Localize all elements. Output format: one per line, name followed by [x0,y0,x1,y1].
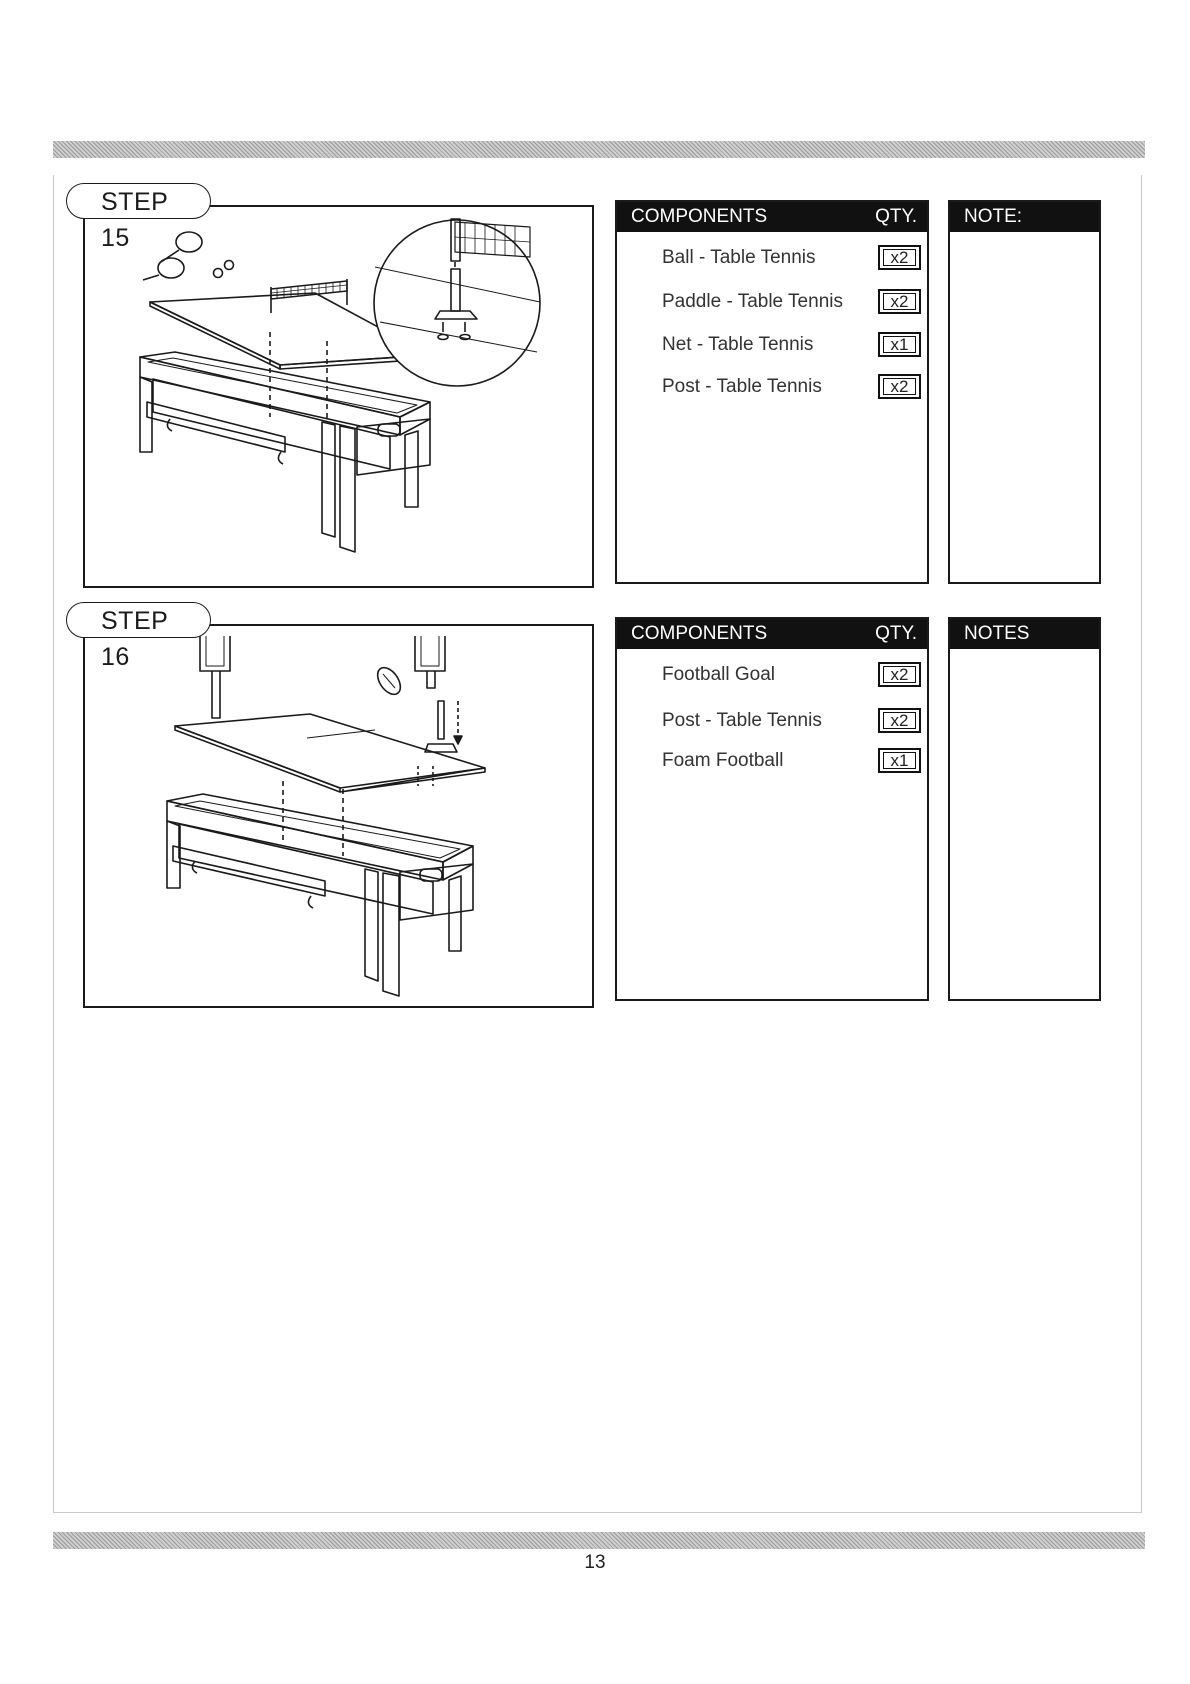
component-row [662,661,927,689]
components-header-label: COMPONENTS [631,623,768,644]
step-15-label: STEP 15 [66,183,211,219]
component-qty: x2 [878,374,921,399]
component-qty: x2 [878,708,921,733]
step-16-components-panel [615,617,929,1001]
component-name: Foam Football [662,750,784,771]
component-name: Ball - Table Tennis [662,247,816,268]
step-16-label: STEP 16 [66,602,211,638]
paddle-icon [158,258,184,278]
step-15-components-panel [615,200,929,584]
component-row [662,747,927,775]
component-row [662,244,927,272]
component-qty: x1 [878,332,921,357]
ball-icon [214,269,223,278]
qty-header-label: QTY. [875,206,917,227]
component-name: Post - Table Tennis [662,376,822,397]
component-row [662,331,927,359]
note-header: NOTE: [950,202,1099,232]
component-name: Post - Table Tennis [662,710,822,731]
component-row [662,373,927,401]
bottom-band [53,1532,1145,1549]
top-band [53,141,1145,158]
notes-header: NOTES [950,619,1099,649]
paddle-icon [176,232,202,252]
step-16-illustration [83,624,594,1008]
step-16-notes-panel [948,617,1101,1001]
components-header-label: COMPONENTS [631,206,768,227]
qty-header-label: QTY. [875,623,917,644]
ball-icon [225,261,234,270]
components-header [617,619,927,649]
football-assembly-drawing [85,626,596,1010]
component-qty: x2 [878,662,921,687]
page-number: 13 [584,1552,606,1573]
component-name: Football Goal [662,664,776,685]
step-15-illustration [83,205,594,588]
component-qty: x1 [878,748,921,773]
component-qty: x2 [878,289,921,314]
component-name: Net - Table Tennis [662,334,814,355]
table-tennis-assembly-drawing [85,207,596,590]
step-15-note-panel [948,200,1101,584]
component-row [662,288,927,316]
component-name: Paddle - Table Tennis [662,291,843,312]
components-header [617,202,927,232]
base-table-top [167,794,473,862]
component-qty: x2 [878,245,921,270]
component-row [662,707,927,735]
